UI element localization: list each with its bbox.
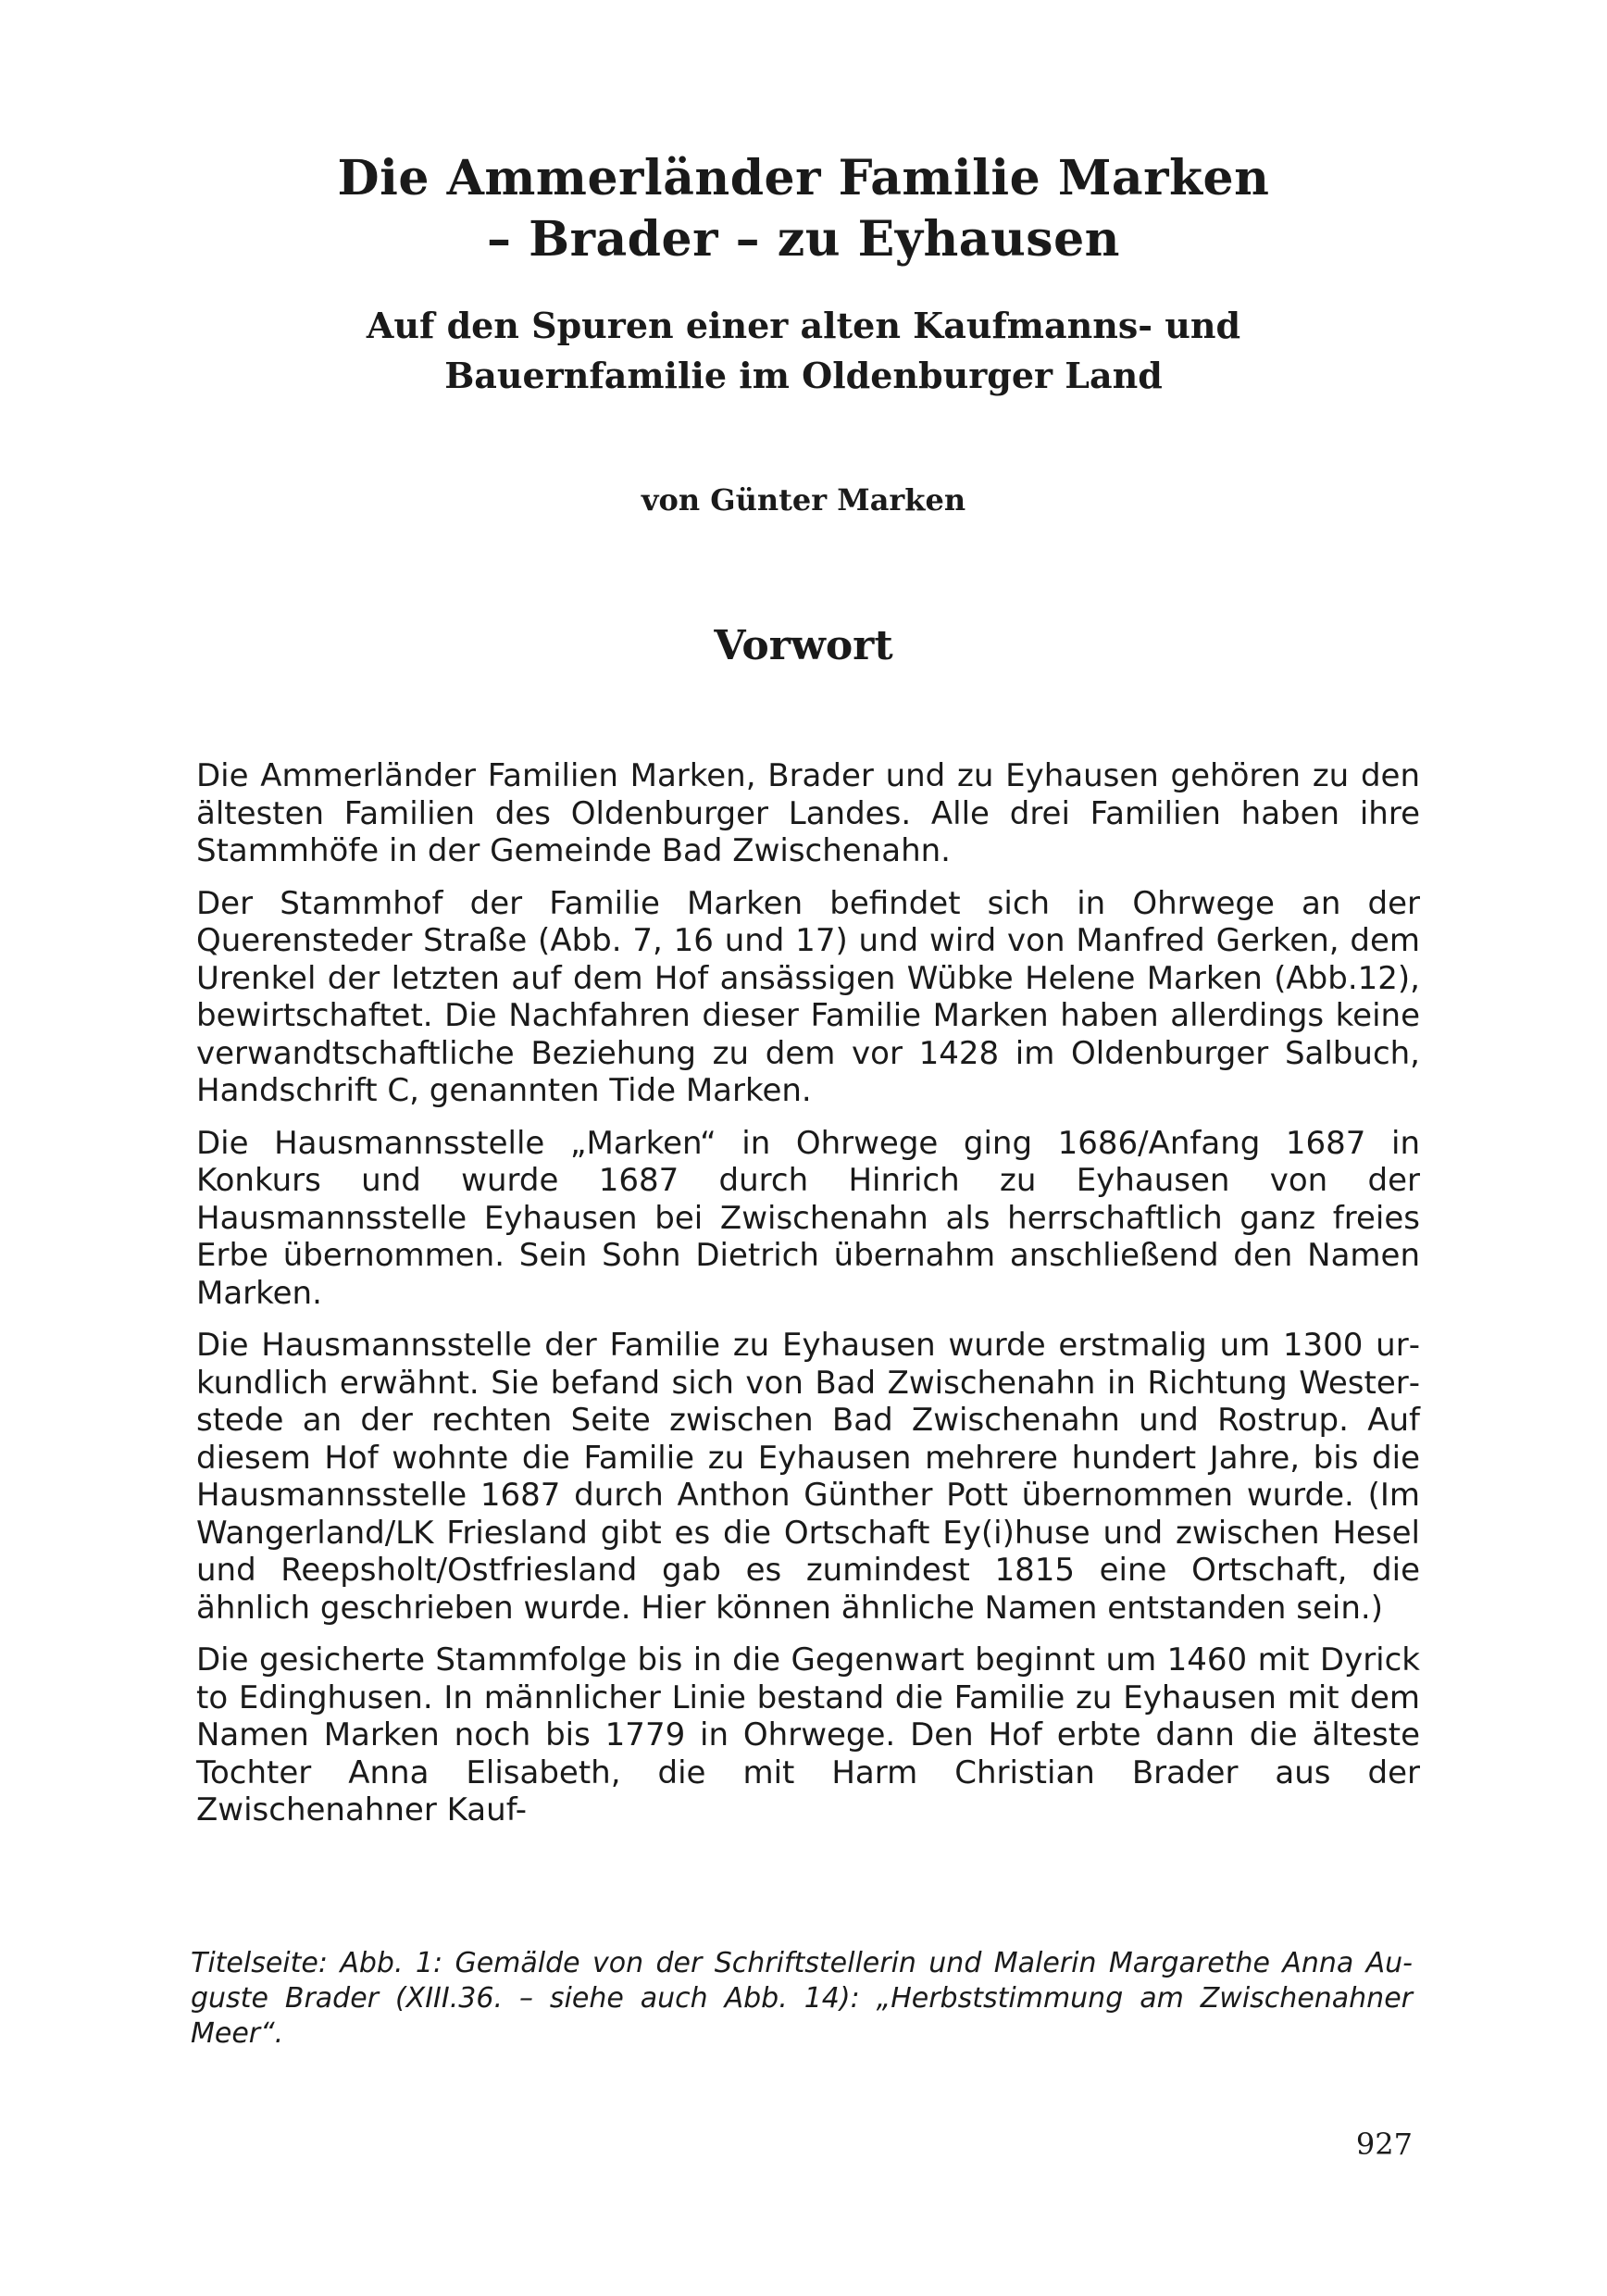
page-number: 927 — [1355, 2127, 1413, 2162]
paragraph: Die Hausmannsstelle der Familie zu Eyhausen wurde erstmalig um 1300 urkundlich erwähnt. Sie befand sich von Bad Zwischenahn in Richtung Westerstede an der rechten Seite zwischen Bad Zwischenahn und Rostrup. Auf diesem Hof wohnte die Familie zu Eyhausen mehrere hundert Jahre, bis die Hausmannsstelle 1687 durch Anthon Günther Pott übernommen wurde. (Im Wangerland/LK Friesland gibt es die Ortschaft Ey(i)huse und zwischen Hesel und Reepsholt/Ostfriesland gab es zumindest 1815 eine Ortschaft, die ähnlich geschrieben wurde. Hier können ähnliche Namen entstanden sein.) — [196, 1327, 1420, 1627]
figure-caption: Titelseite: Abb. 1: Gemälde von der Schriftstellerin und Malerin Margarethe Anna Auguste Brader (XIII.36. – siehe auch Abb. 14): „Herbststimmung am Zwischenahner Meer“. — [191, 1947, 1413, 2050]
title-line-1: Die Ammerländer Familie Marken — [337, 150, 1270, 206]
body-text — [196, 757, 1420, 1844]
paragraph: Die Hausmannsstelle „Marken“ in Ohrwege ging 1686/Anfang 1687 in Konkurs und wurde 1687 durch Hinrich zu Eyhausen von der Hausmannsstelle Eyhausen bei Zwischenahn als herrschaftlich ganz freies Erbe übernommen. Sein Sohn Dietrich übernahm anschließend den Namen Marken. — [196, 1124, 1420, 1312]
section-heading-vorwort: Vorwort — [714, 622, 893, 669]
subtitle-line-2: Bauernfamilie im Oldenburger Land — [444, 355, 1163, 396]
author-byline: von Günter Marken — [641, 482, 966, 518]
paragraph: Die gesicherte Stammfolge bis in die Gegenwart beginnt um 1460 mit Dyrick to Edinghusen. In männlicher Linie bestand die Familie zu Eyhausen mit dem Namen Marken noch bis 1779 in Ohrwege. Den Hof erbte dann die älteste Tochter Anna Elisabeth, die mit Harm Christian Brader aus der Zwischenahner Kauf- — [196, 1641, 1420, 1828]
paragraph: Die Ammerländer Familien Marken, Brader und zu Eyhausen gehören zu den ältesten Familien des Oldenburger Landes. Alle drei Familien haben ihre Stammhöfe in der Gemeinde Bad Zwischenahn. — [196, 757, 1420, 869]
title-line-2: – Brader – zu Eyhausen — [487, 211, 1120, 268]
paragraph: Der Stammhof der Familie Marken befindet sich in Ohrwege an der Querensteder Straße (Abb. 7, 16 und 17) und wird von Manfred Gerken, dem Urenkel der letzten auf dem Hof ansässigen Wübke Helene Marken (Abb.12), bewirtschaftet. Die Nachfahren dieser Familie Marken haben allerdings keine verwandtschaftliche Beziehung zu dem vor 1428 im Oldenburger Salbuch, Handschrift C, genannten Tide Marken. — [196, 884, 1420, 1109]
subtitle-line-1: Auf den Spuren einer alten Kaufmanns- und — [366, 305, 1241, 346]
